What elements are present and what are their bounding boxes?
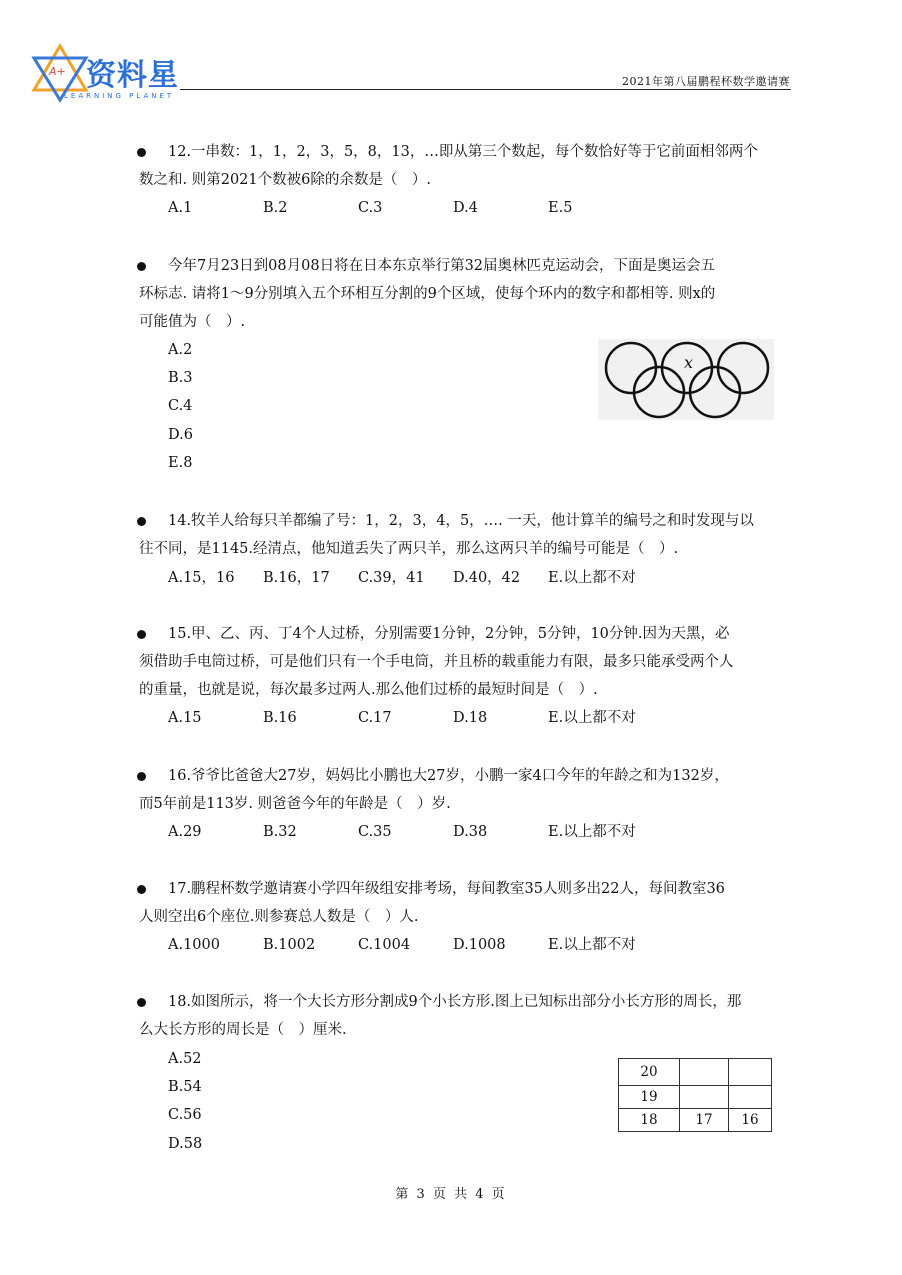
question-text-line: 可能值为（ ）. bbox=[139, 314, 246, 330]
option[interactable]: E.以上都不对 bbox=[548, 710, 636, 726]
option[interactable]: E.5 bbox=[548, 200, 573, 216]
question-text-line: 而5年前是113岁. 则爸爸今年的年龄是（ ）岁. bbox=[139, 796, 451, 812]
option[interactable]: D.40，42 bbox=[453, 570, 521, 586]
option[interactable]: C.35 bbox=[358, 824, 392, 840]
question-15 bbox=[139, 620, 799, 726]
question-text-line: 15.甲、乙、丙、丁4个人过桥，分别需要1分钟，2分钟，5分钟，10分钟.因为天黑，必 bbox=[168, 626, 730, 642]
grid-cell: 17 bbox=[680, 1109, 729, 1132]
option[interactable]: A.52 bbox=[168, 1051, 202, 1067]
logo bbox=[30, 42, 190, 104]
question-text-line: 的重量，也就是说，每次最多过两人.那么他们过桥的最短时间是（ ）. bbox=[139, 682, 598, 698]
question-text-line: 16.爷爷比爸爸大27岁，妈妈比小鹏也大27岁，小鹏一家4口今年的年龄之和为132岁， bbox=[168, 768, 729, 784]
bullet-icon bbox=[137, 772, 146, 781]
header-divider bbox=[180, 89, 791, 90]
option[interactable]: B.32 bbox=[263, 824, 297, 840]
option[interactable]: E.8 bbox=[168, 455, 193, 471]
option[interactable]: B.1002 bbox=[263, 937, 316, 953]
rectangle-grid bbox=[618, 1058, 772, 1132]
option[interactable]: E.以上都不对 bbox=[548, 570, 636, 586]
logo-badge: A+ bbox=[49, 65, 66, 78]
option[interactable]: B.2 bbox=[263, 200, 288, 216]
option[interactable]: C.17 bbox=[358, 710, 392, 726]
option[interactable]: B.16 bbox=[263, 710, 297, 726]
option[interactable]: C.3 bbox=[358, 200, 383, 216]
option[interactable]: A.15 bbox=[168, 710, 202, 726]
option[interactable]: D.1008 bbox=[453, 937, 506, 953]
question-text-line: 12.一串数：1，1，2，3，5，8，13，…即从第三个数起，每个数恰好等于它前面相邻两个 bbox=[168, 144, 758, 160]
bullet-icon bbox=[137, 517, 146, 526]
logo-text: 资料星 bbox=[86, 58, 179, 93]
grid-cell: 18 bbox=[619, 1109, 680, 1132]
bullet-icon bbox=[137, 262, 146, 271]
question-text-line: 17.鹏程杯数学邀请赛小学四年级组安排考场，每间教室35人则多出22人，每间教室36 bbox=[168, 881, 725, 897]
grid-cell: 16 bbox=[729, 1109, 772, 1132]
option[interactable]: D.58 bbox=[168, 1136, 203, 1152]
question-text-line: 环标志. 请将1～9分别填入五个环相互分割的9个区域，使每个环内的数字和都相等. 则x的 bbox=[139, 286, 716, 302]
option[interactable]: C.56 bbox=[168, 1107, 202, 1123]
question-text-line: 须借助手电筒过桥，可是他们只有一个手电筒，并且桥的载重能力有限，最多只能承受两个人 bbox=[139, 654, 734, 670]
grid-cell bbox=[680, 1059, 729, 1086]
question-14 bbox=[139, 507, 799, 586]
question-text-line: 14.牧羊人给每只羊都编了号：1，2，3，4，5，…. 一天，他计算羊的编号之和时发现与以 bbox=[168, 513, 754, 529]
option[interactable]: D.38 bbox=[453, 824, 488, 840]
grid-cell bbox=[729, 1086, 772, 1109]
question-17 bbox=[139, 875, 799, 953]
olympic-rings-icon bbox=[598, 339, 774, 420]
option[interactable]: A.2 bbox=[168, 342, 193, 358]
option[interactable]: C.4 bbox=[168, 398, 193, 414]
grid-cell: 20 bbox=[619, 1059, 680, 1086]
header-title: 2021年第八届鹏程杯数学邀请赛 bbox=[622, 75, 790, 88]
olympic-rings-figure bbox=[598, 339, 774, 420]
grid-cell bbox=[680, 1086, 729, 1109]
logo-subtitle: LEARNING PLANET bbox=[64, 92, 175, 100]
question-text-line: 数之和. 则第2021个数被6除的余数是（ ）. bbox=[139, 172, 431, 188]
option[interactable]: D.4 bbox=[453, 200, 478, 216]
bullet-icon bbox=[137, 630, 146, 639]
figure-label-x: x bbox=[684, 353, 694, 372]
rectangle-grid-figure bbox=[618, 1058, 772, 1132]
question-text-line: 18.如图所示，将一个大长方形分割成9个小长方形.图上已知标出部分小长方形的周长，那 bbox=[168, 994, 742, 1010]
option[interactable]: C.1004 bbox=[358, 937, 411, 953]
question-text-line: 今年7月23日到08月08日将在日本东京举行第32届奥林匹克运动会，下面是奥运会五 bbox=[168, 258, 716, 274]
bullet-icon bbox=[137, 998, 146, 1007]
option[interactable]: D.18 bbox=[453, 710, 488, 726]
option[interactable]: A.1 bbox=[168, 200, 193, 216]
bullet-icon bbox=[137, 885, 146, 894]
option[interactable]: B.54 bbox=[168, 1079, 202, 1095]
option[interactable]: A.29 bbox=[168, 824, 202, 840]
option[interactable]: E.以上都不对 bbox=[548, 824, 636, 840]
option[interactable]: E.以上都不对 bbox=[548, 937, 636, 953]
question-text-line: 往不同，是1145.经清点，他知道丢失了两只羊，那么这两只羊的编号可能是（ ）. bbox=[139, 541, 679, 557]
option[interactable]: A.15，16 bbox=[168, 570, 235, 586]
question-16 bbox=[139, 762, 799, 840]
option[interactable]: D.6 bbox=[168, 427, 193, 443]
question-12 bbox=[139, 138, 799, 216]
bullet-icon bbox=[137, 148, 146, 157]
option[interactable]: A.1000 bbox=[168, 937, 220, 953]
question-text-line: 人则空出6个座位.则参赛总人数是（ ）人. bbox=[139, 909, 419, 925]
question-olympic bbox=[139, 252, 799, 471]
page-footer: 第 3 页 共 4 页 bbox=[395, 1187, 507, 1202]
grid-cell bbox=[729, 1059, 772, 1086]
option[interactable]: B.16，17 bbox=[263, 570, 330, 586]
question-text-line: 么大长方形的周长是（ ）厘米. bbox=[139, 1022, 347, 1038]
option[interactable]: C.39，41 bbox=[358, 570, 425, 586]
option[interactable]: B.3 bbox=[168, 370, 193, 386]
grid-cell: 19 bbox=[619, 1086, 680, 1109]
